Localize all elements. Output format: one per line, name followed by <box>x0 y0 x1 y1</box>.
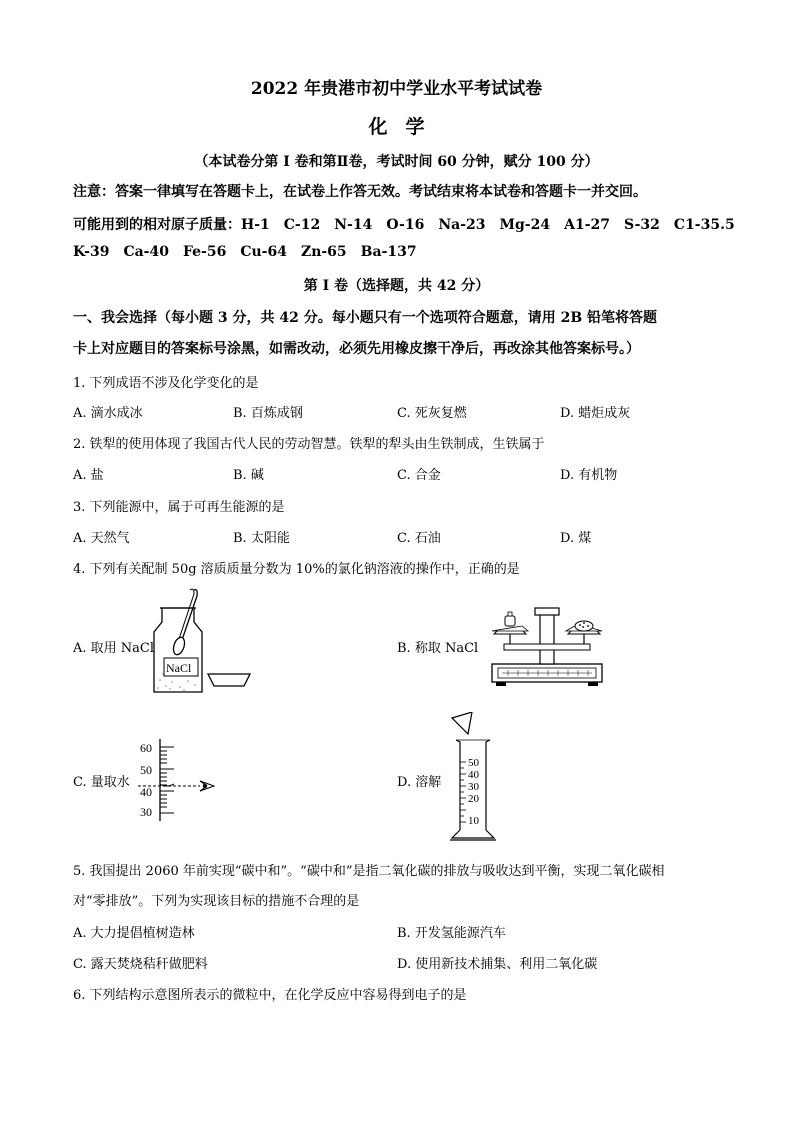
question-2-option-d[interactable]: D. 有机物 <box>560 468 618 483</box>
svg-text:20: 20 <box>468 793 479 805</box>
figure-dissolve <box>446 712 498 844</box>
svg-text:30: 30 <box>468 781 479 793</box>
question-3-option-b[interactable]: B. 太阳能 <box>233 531 290 546</box>
question-5-stem-2: 对“零排放”。下列为实现该目标的措施不合理的是 <box>73 894 360 909</box>
question-3-option-a[interactable]: A. 天然气 <box>73 531 130 546</box>
section1-instructions-2: 卡上对应题目的答案标号涂黑，如需改动，必须先用橡皮擦干净后，再改涂其他答案标号。） <box>73 341 640 357</box>
question-1-option-a[interactable]: A. 滴水成冰 <box>73 406 143 421</box>
question-1-stem: 1. 下列成语不涉及化学变化的是 <box>73 376 259 391</box>
svg-text:60: 60 <box>140 741 152 755</box>
question-5-option-c[interactable]: C. 露天焚烧秸秆做肥料 <box>73 957 208 972</box>
question-3-option-d[interactable]: D. 煤 <box>560 531 592 546</box>
question-5-option-d[interactable]: D. 使用新技术捕集、利用二氧化碳 <box>397 957 598 972</box>
atomic-mass-label: 可能用到的相对原子质量： <box>73 217 241 233</box>
question-5-option-b[interactable]: B. 开发氢能源汽车 <box>397 926 506 941</box>
question-4-stem: 4. 下列有关配制 50g 溶质质量分数为 10%的氯化钠溶液的操作中，正确的是 <box>73 562 520 577</box>
svg-text:50: 50 <box>140 763 152 777</box>
exam-title: 2022 年贵港市初中学业水平考试试卷 <box>250 79 543 99</box>
bottle-label: NaCl <box>166 661 192 675</box>
question-2-option-c[interactable]: C. 合金 <box>397 468 441 483</box>
question-2-option-a[interactable]: A. 盐 <box>73 468 104 483</box>
svg-text:30: 30 <box>140 805 152 819</box>
subject-title: 化学 <box>368 116 443 138</box>
question-4-option-c[interactable]: C. 量取水 <box>73 775 130 790</box>
question-5-option-a[interactable]: A. 大力提倡植树造林 <box>73 926 195 941</box>
svg-text:40: 40 <box>468 769 479 781</box>
question-2-option-b[interactable]: B. 碱 <box>233 468 264 483</box>
svg-text:10: 10 <box>468 815 479 827</box>
svg-text:40: 40 <box>140 785 152 799</box>
section1-title: 第 I 卷（选择题，共 42 分） <box>303 278 490 294</box>
question-5-stem-1: 5. 我国提出 2060 年前实现“碳中和”。“碳中和”是指二氧化碳的排放与吸收达到平衡，实现二氧化碳相 <box>73 864 665 879</box>
question-3-option-c[interactable]: C. 石油 <box>397 531 441 546</box>
question-1-option-d[interactable]: D. 蜡炬成灰 <box>560 406 631 421</box>
figure-weigh-nacl <box>488 604 606 688</box>
atomic-masses-line2: K-39 Ca-40 Fe-56 Cu-64 Zn-65 Ba-137 <box>73 244 417 260</box>
exam-info: （本试卷分第 I 卷和第Ⅱ卷，考试时间 60 分钟，赋分 100 分） <box>194 154 599 170</box>
question-1-option-c[interactable]: C. 死灰复燃 <box>397 406 467 421</box>
question-6-stem: 6. 下列结构示意图所表示的微粒中，在化学反应中容易得到电子的是 <box>73 988 467 1003</box>
notice: 注意：答案一律填写在答题卡上，在试卷上作答无效。考试结束将本试卷和答题卡一并交回。 <box>73 184 647 200</box>
section1-instructions-1: 一、我会选择（每小题 3 分，共 42 分。每小题只有一个选项符合题意，请用 2B 铅笔将答题 <box>73 310 658 326</box>
question-3-stem: 3. 下列能源中，属于可再生能源的是 <box>73 500 285 515</box>
question-4-option-a[interactable]: A. 取用 NaCl <box>73 641 155 656</box>
question-2-stem: 2. 铁犁的使用体现了我国古代人民的劳动智慧。铁犁的犁头由生铁制成，生铁属于 <box>73 437 545 452</box>
figure-measure-water <box>134 737 220 823</box>
figure-take-nacl <box>150 588 260 694</box>
svg-text:50: 50 <box>468 757 479 769</box>
question-4-option-d[interactable]: D. 溶解 <box>397 775 442 790</box>
question-4-option-b[interactable]: B. 称取 NaCl <box>397 641 479 656</box>
atomic-masses-line1: 可能用到的相对原子质量：H-1 C-12 N-14 O-16 Na-23 Mg-24 A1-27 S-32 C1-35.5 <box>73 217 735 233</box>
question-1-option-b[interactable]: B. 百炼成钢 <box>233 406 303 421</box>
